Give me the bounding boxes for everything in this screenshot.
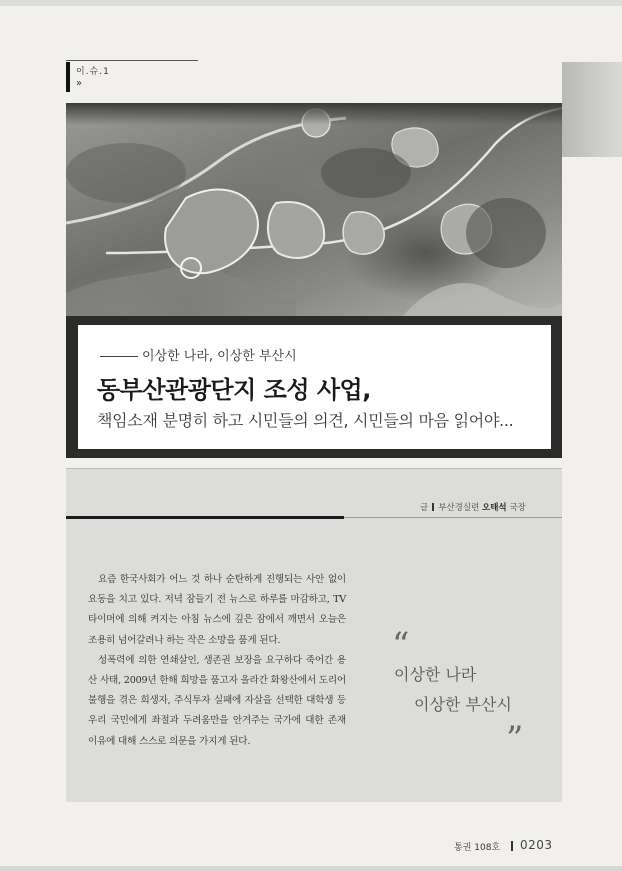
headline: 동부산관광단지 조성 사업,	[97, 376, 371, 404]
byline-rule-thin	[344, 517, 562, 518]
page-edge-top	[0, 0, 622, 6]
section-marker-bar	[66, 62, 70, 92]
section-tag: 이.슈.1	[76, 67, 110, 77]
byline-author: 오태석	[481, 503, 507, 513]
pull-quote-close-mark: ”	[506, 719, 524, 759]
kicker-rule	[100, 356, 138, 357]
pull-quote-line-2: 이상한 부산시	[414, 695, 512, 714]
article-body-text	[88, 570, 346, 752]
subheadline: 책임소재 분명히 하고 시민들의 의견, 시민들의 마음 읽어야...	[97, 411, 514, 430]
byline-title: 국장	[509, 503, 526, 513]
page-edge-bottom	[0, 866, 622, 871]
byline-affiliation: 부산경실련	[438, 503, 480, 513]
aerial-photo-top-shadow	[66, 103, 562, 125]
section-arrow: »	[76, 78, 83, 89]
body-paragraph: 성폭력에 의한 연쇄살인, 생존권 보장을 요구하다 죽어간 용산 사태, 2009년 한해 희망을 품고자 올라간 화왕산에서 도리어 불행을 겪은 희생자, 주식투자 실패에 자살을 선택한 대학생 등 우리 국민에게 좌절과 두려움만을 안겨주는 국가에 대한 존재 이유에 대해 스스로 의문을 가지게 된다.	[88, 654, 346, 747]
byline-separator	[432, 503, 434, 511]
footer-page-numbers: 0203	[520, 838, 553, 852]
aerial-photo	[66, 103, 562, 325]
kicker: 이상한 나라, 이상한 부산시	[142, 349, 297, 364]
byline-prefix: 글	[420, 503, 429, 513]
pull-quote-line-1: 이상한 나라	[394, 665, 477, 684]
pull-quote-open-mark: “	[392, 625, 410, 665]
footer-magazine-issue: 통권 108호	[454, 843, 501, 853]
byline	[420, 501, 526, 513]
facing-page-strip	[562, 62, 622, 157]
byline-rule-dark	[66, 516, 344, 519]
aerial-photo-drawing	[66, 103, 562, 325]
section-rule	[66, 60, 198, 61]
footer-separator	[511, 841, 513, 851]
body-paragraph: 요즘 한국사회가 어느 것 하나 순탄하게 진행되는 사안 없이 요동을 치고 있다. 저녁 잠들기 전 뉴스로 하루를 마감하고, TV 타이머에 의해 켜지는 아침 뉴스에 깊은 잠에서 깨면서 오늘은 조용히 넘어갈려나 하는 작은 소망을 품게 된다.	[88, 574, 346, 646]
